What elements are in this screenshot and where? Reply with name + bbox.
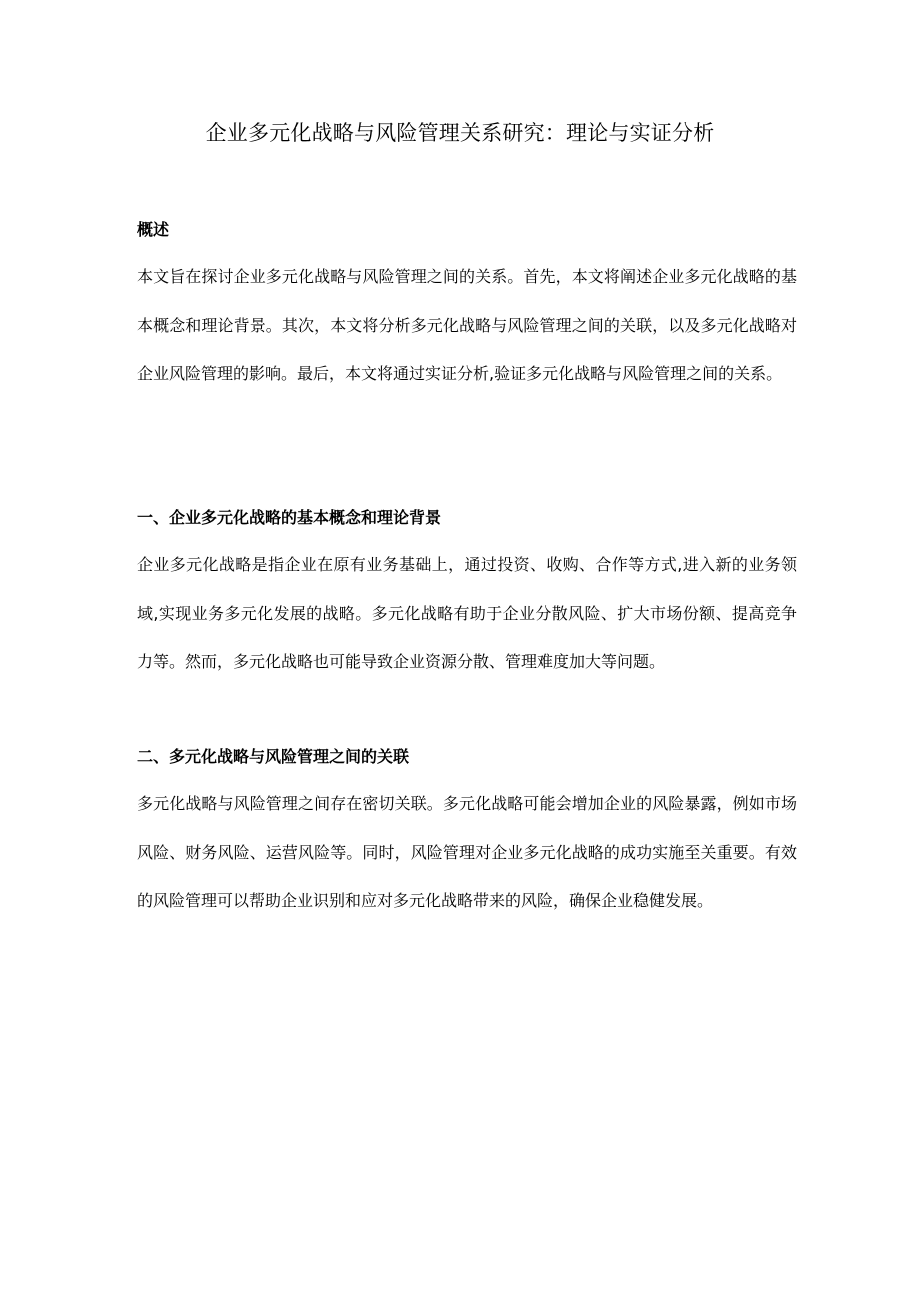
section-paragraph-overview: 本文旨在探讨企业多元化战略与风险管理之间的关系。首先，本文将阐述企业多元化战略的基本概念和理论背景。其次，本文将分析多元化战略与风险管理之间的关联，以及多元化战略对企业风险管理的影响。最后，本文将通过实证分析,验证多元化战略与风险管理之间的关系。 bbox=[137, 267, 797, 383]
document-title: 企业多元化战略与风险管理关系研究：理论与实证分析 bbox=[205, 121, 715, 145]
section-paragraph-relationship: 多元化战略与风险管理之间存在密切关联。多元化战略可能会增加企业的风险暴露，例如市场风险、财务风险、运营风险等。同时，风险管理对企业多元化战略的成功实施至关重要。有效的风险管理可以帮助企业识别和应对多元化战略带来的风险，确保企业稳健发展。 bbox=[137, 794, 797, 910]
section-heading-concepts: 一、企业多元化战略的基本概念和理论背景 bbox=[137, 508, 442, 527]
section-heading-overview: 概述 bbox=[137, 220, 170, 239]
section-paragraph-concepts: 企业多元化战略是指企业在原有业务基础上，通过投资、收购、合作等方式,进入新的业务领域,实现业务多元化发展的战略。多元化战略有助于企业分散风险、扩大市场份额、提高竞争力等。然而，多元化战略也可能导致企业资源分散、管理难度加大等问题。 bbox=[137, 555, 797, 671]
section-heading-relationship: 二、多元化战略与风险管理之间的关联 bbox=[137, 747, 410, 766]
